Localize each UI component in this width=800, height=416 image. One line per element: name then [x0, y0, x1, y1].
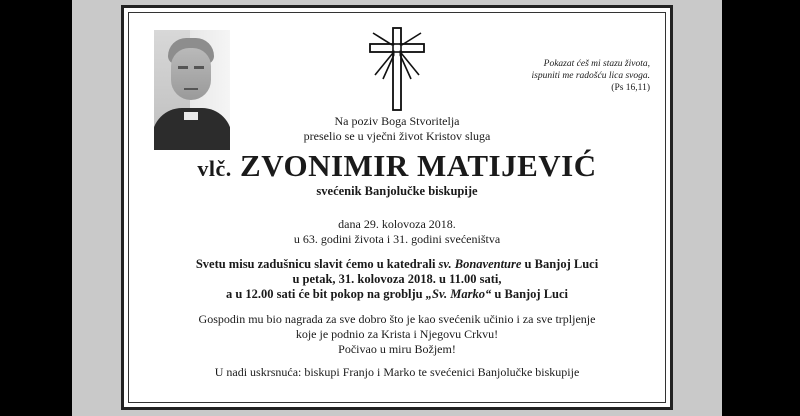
deceased-name: [121, 148, 673, 184]
bible-quote-reference: (Ps 16,11): [611, 83, 650, 93]
church-name: sv. Bonaventure: [438, 257, 522, 271]
intro-line2: preselio se u vječni život Kristov sluga: [303, 129, 491, 143]
mass-line1: Svetu misu zadušnicu slavit ćemo u katedrali sv. Bonaventure u Banjoj Luci: [195, 257, 599, 271]
mass-line3: a u 12.00 sati će bit pokop na groblju „Sv. Marko“ u Banjoj Luci: [225, 287, 569, 301]
mass-line2: u petak, 31. kolovoza 2018. u 11.00 sati,: [292, 272, 502, 286]
deceased-title: svećenik Banjolučke biskupije: [316, 184, 478, 198]
death-age: u 63. godini života i 31. godini svećeništva: [293, 232, 501, 246]
name-full: ZVONIMIR MATIJEVIĆ: [240, 148, 597, 183]
death-date: dana 29. kolovoza 2018.: [338, 217, 456, 231]
bible-quote-line2: ispuniti me radošću lica svoga.: [531, 71, 650, 81]
signature-line: U nadi uskrsnuća: biskupi Franjo i Marko te svećenici Banjolučke biskupije: [214, 365, 580, 379]
bible-quote: [470, 58, 650, 94]
prayer-line2: koje je podnio za Krista i Njegovu Crkvu!: [295, 327, 499, 341]
cross-icon: [369, 27, 425, 111]
prayer-line1: Gospodin mu bio nagrada za sve dobro što je kao svećenik učinio i za sve trpljenje: [198, 312, 596, 326]
intro-line1: Na poziv Boga Stvoritelja: [334, 114, 460, 128]
name-prefix: vlč.: [197, 156, 232, 181]
bible-quote-line1: Pokazat ćeš mi stazu života,: [543, 59, 650, 69]
prayer-line3: Počivao u miru Božjem!: [338, 342, 456, 356]
cemetery-name: „Sv. Marko“: [425, 287, 492, 301]
